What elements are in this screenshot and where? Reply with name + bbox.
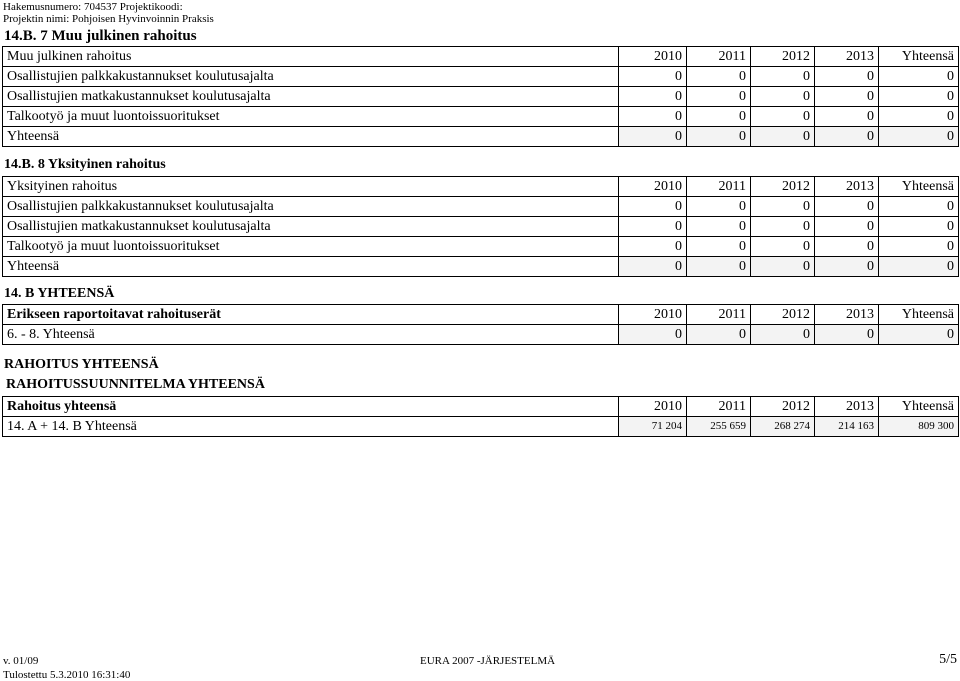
cell-value: 0 (879, 107, 959, 127)
table-header-row (3, 47, 959, 67)
cell-value: 0 (619, 257, 687, 277)
table-row (3, 237, 959, 257)
cell-value: 0 (619, 67, 687, 87)
cell-value: 268 274 (751, 417, 815, 437)
year-2012: 2012 (751, 47, 815, 67)
cell-value: 0 (879, 197, 959, 217)
private-funding-table (2, 176, 959, 277)
section-title-b-total: 14. B YHTEENSÄ (4, 286, 115, 301)
table-row (3, 197, 959, 217)
cell-value: 0 (619, 197, 687, 217)
table-header-label: Yksityinen rahoitus (3, 177, 619, 197)
cell-value: 0 (751, 237, 815, 257)
table-header-row (3, 305, 959, 325)
cell-value: 0 (879, 217, 959, 237)
cell-value: 0 (879, 237, 959, 257)
year-2010: 2010 (619, 47, 687, 67)
other-public-funding-table (2, 46, 959, 147)
year-2013: 2013 (815, 305, 879, 325)
year-2011: 2011 (687, 305, 751, 325)
footer-system: EURA 2007 -JÄRJESTELMÄ (420, 655, 556, 667)
cell-value: 0 (815, 217, 879, 237)
year-2011: 2011 (687, 177, 751, 197)
project-name: Projektin nimi: Pohjoisen Hyvinvoinnin Praksis (3, 13, 214, 25)
table-row (3, 107, 959, 127)
table-row (3, 217, 959, 237)
cell-value: 0 (815, 237, 879, 257)
total-header: Yhteensä (879, 397, 959, 417)
cell-value: 0 (751, 107, 815, 127)
cell-value: 71 204 (619, 417, 687, 437)
row-label: Talkootyö ja muut luontoissuoritukset (3, 107, 619, 127)
cell-value: 0 (815, 325, 879, 345)
table-header-row (3, 397, 959, 417)
row-label: Talkootyö ja muut luontoissuoritukset (3, 237, 619, 257)
cell-value: 0 (751, 217, 815, 237)
row-label: Osallistujien matkakustannukset koulutusajalta (3, 87, 619, 107)
cell-value: 0 (751, 325, 815, 345)
year-2011: 2011 (687, 47, 751, 67)
cell-value: 809 300 (879, 417, 959, 437)
table-header-label: Rahoitus yhteensä (3, 397, 619, 417)
table-total-row (3, 325, 959, 345)
table-header-label: Erikseen raportoitavat rahoituserät (3, 305, 619, 325)
row-label: Yhteensä (3, 127, 619, 147)
year-2013: 2013 (815, 47, 879, 67)
row-label: Osallistujien matkakustannukset koulutusajalta (3, 217, 619, 237)
year-2010: 2010 (619, 397, 687, 417)
cell-value: 0 (619, 237, 687, 257)
funding-plan-total-title: RAHOITUSSUUNNITELMA YHTEENSÄ (6, 377, 265, 392)
year-2012: 2012 (751, 397, 815, 417)
year-2012: 2012 (751, 177, 815, 197)
total-header: Yhteensä (879, 177, 959, 197)
row-label: 6. - 8. Yhteensä (3, 325, 619, 345)
table-total-row (3, 127, 959, 147)
year-2013: 2013 (815, 397, 879, 417)
cell-value: 0 (687, 87, 751, 107)
table-header-label: Muu julkinen rahoitus (3, 47, 619, 67)
cell-value: 0 (687, 217, 751, 237)
cell-value: 0 (687, 107, 751, 127)
cell-value: 0 (751, 67, 815, 87)
cell-value: 0 (619, 217, 687, 237)
funding-total-table (2, 396, 959, 437)
cell-value: 0 (619, 87, 687, 107)
cell-value: 0 (619, 107, 687, 127)
total-header: Yhteensä (879, 305, 959, 325)
cell-value: 255 659 (687, 417, 751, 437)
year-2010: 2010 (619, 305, 687, 325)
row-label: Osallistujien palkkakustannukset koulutusajalta (3, 197, 619, 217)
cell-value: 0 (619, 325, 687, 345)
section-title-other-public: 14.B. 7 Muu julkinen rahoitus (4, 28, 197, 44)
cell-value: 0 (815, 107, 879, 127)
table-header-row (3, 177, 959, 197)
cell-value: 0 (687, 237, 751, 257)
table-row (3, 67, 959, 87)
cell-value: 0 (687, 197, 751, 217)
total-header: Yhteensä (879, 47, 959, 67)
cell-value: 0 (687, 257, 751, 277)
cell-value: 0 (687, 325, 751, 345)
row-label: Osallistujien palkkakustannukset koulutusajalta (3, 67, 619, 87)
year-2013: 2013 (815, 177, 879, 197)
row-label: 14. A + 14. B Yhteensä (3, 417, 619, 437)
cell-value: 0 (815, 67, 879, 87)
row-label: Yhteensä (3, 257, 619, 277)
footer-printed: Tulostettu 5.3.2010 16:31:40 (3, 669, 131, 681)
cell-value: 0 (751, 257, 815, 277)
section-title-private: 14.B. 8 Yksityinen rahoitus (4, 157, 166, 172)
cell-value: 0 (751, 87, 815, 107)
year-2010: 2010 (619, 177, 687, 197)
application-number: Hakemusnumero: 704537 Projektikoodi: (3, 1, 183, 13)
cell-value: 0 (815, 127, 879, 147)
cell-value: 0 (687, 67, 751, 87)
cell-value: 0 (815, 257, 879, 277)
table-row (3, 87, 959, 107)
cell-value: 0 (879, 257, 959, 277)
cell-value: 0 (879, 325, 959, 345)
cell-value: 0 (687, 127, 751, 147)
footer-version: v. 01/09 (3, 655, 39, 667)
cell-value: 0 (751, 197, 815, 217)
year-2011: 2011 (687, 397, 751, 417)
page-number: 5/5 (939, 652, 957, 667)
cell-value: 0 (879, 127, 959, 147)
cell-value: 0 (879, 67, 959, 87)
table-total-row (3, 417, 959, 437)
cell-value: 0 (815, 197, 879, 217)
table-total-row (3, 257, 959, 277)
cell-value: 214 163 (815, 417, 879, 437)
funding-total-title: RAHOITUS YHTEENSÄ (4, 357, 159, 372)
cell-value: 0 (815, 87, 879, 107)
year-2012: 2012 (751, 305, 815, 325)
cell-value: 0 (751, 127, 815, 147)
b-total-table (2, 304, 959, 345)
cell-value: 0 (619, 127, 687, 147)
cell-value: 0 (879, 87, 959, 107)
